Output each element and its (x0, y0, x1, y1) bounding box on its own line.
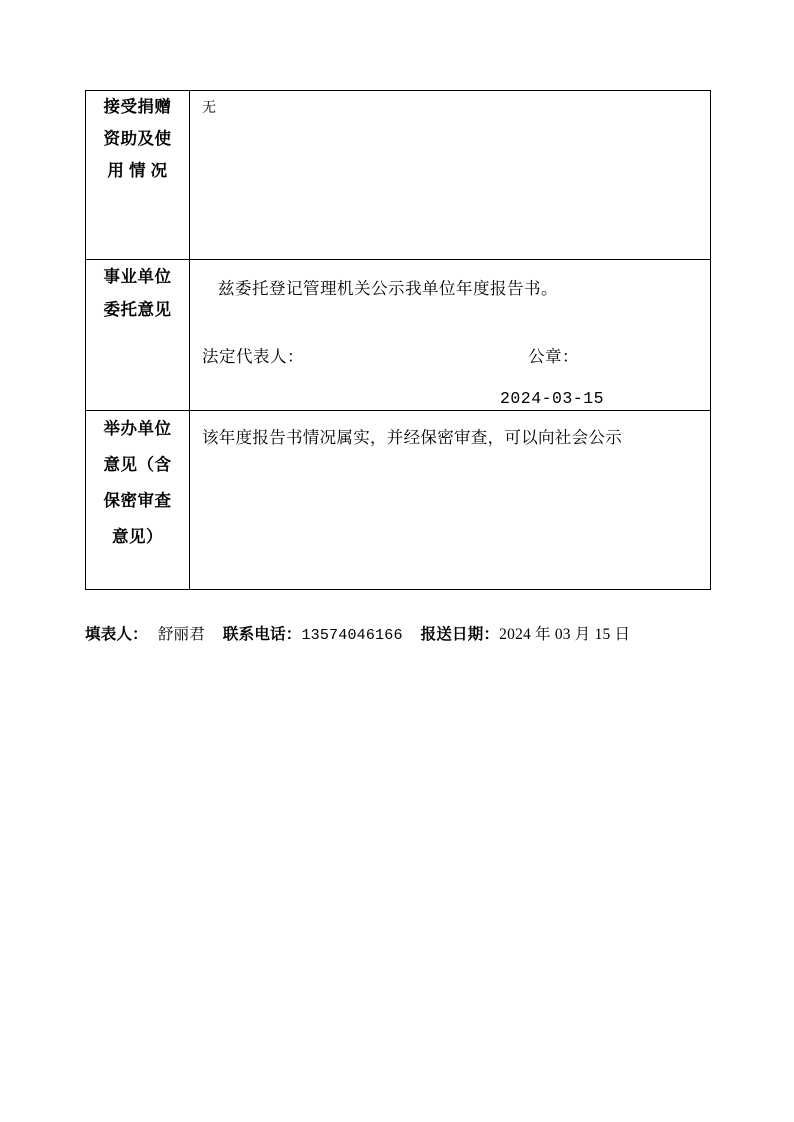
row-label-organizer-line-3: 保密审查 (103, 491, 172, 510)
annual-report-form-table (85, 90, 711, 590)
row-label-entrust (86, 260, 190, 411)
row-content-organizer: 该年度报告书情况属实，并经保密审查，可以向社会公示 (190, 411, 711, 590)
submit-date-label: 报送日期： (420, 626, 500, 643)
table-row-entrust (86, 260, 711, 411)
table-row-organizer (86, 411, 711, 590)
row-label-entrust-line-2: 委托意见 (103, 300, 172, 319)
phone-value: 13574046166 (301, 627, 403, 644)
row-label-donation-line-3: 用 情 况 (107, 161, 168, 180)
filler-label: 填表人： (85, 626, 148, 643)
row-label-organizer-line-4: 意见） (112, 527, 163, 546)
table-row-donation (86, 91, 711, 260)
entrust-statement-text: 兹委托登记管理机关公示我单位年度报告书。 (218, 279, 558, 298)
row-label-donation-line-1: 接受捐赠 (103, 97, 172, 116)
row-label-organizer-line-1: 举办单位 (103, 419, 172, 438)
row-content-entrust (190, 260, 711, 411)
official-seal-label: 公章： (528, 347, 579, 366)
row-content-donation: 无 (190, 91, 711, 260)
entrust-date-value: 2024-03-15 (500, 389, 605, 408)
row-label-organizer-line-2: 意见（含 (103, 455, 172, 474)
row-label-organizer (86, 411, 190, 590)
filler-value: 舒丽君 (157, 626, 205, 643)
form-footer (85, 622, 725, 644)
phone-label: 联系电话： (222, 626, 302, 643)
row-label-entrust-line-1: 事业单位 (103, 267, 172, 286)
row-label-donation (86, 91, 190, 260)
submit-date-value: 2024 年 03 月 15 日 (499, 626, 631, 643)
legal-representative-label: 法定代表人： (202, 347, 304, 366)
row-label-donation-line-2: 资助及使 (103, 129, 172, 148)
